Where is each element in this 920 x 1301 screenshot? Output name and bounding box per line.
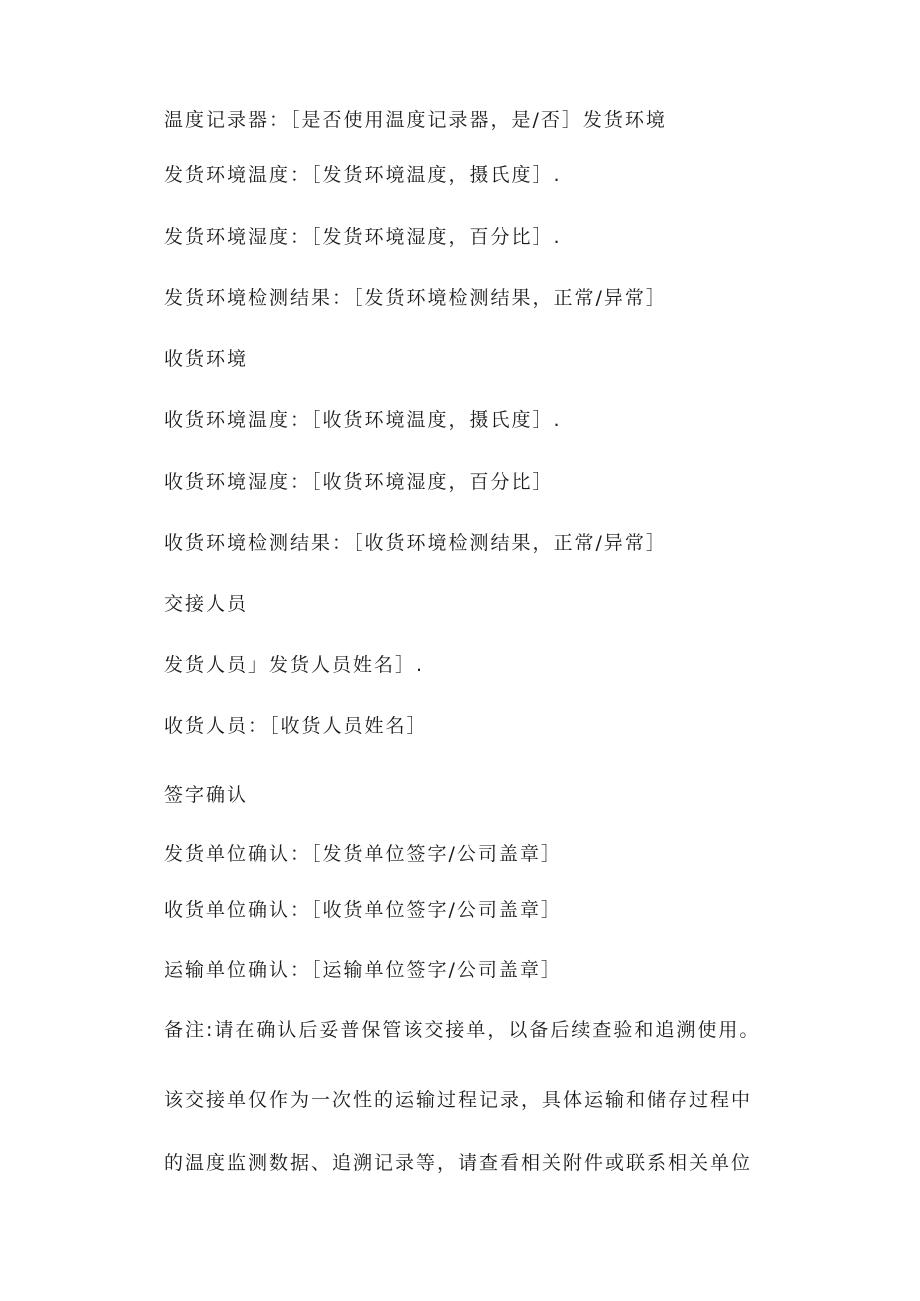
shipping-env-temperature-line: 发货环境温度：［发货环境温度，摄氏度］. [164,164,562,186]
signature-confirmation-heading: 签字确认 [164,784,249,806]
receiving-env-heading: 收货环境 [164,348,249,370]
receiving-env-humidity-line: 收货环境湿度：［收货环境湿度，百分比］ [164,471,554,493]
shipping-unit-confirmation-line: 发货单位确认：［发货单位签字/公司盖章］ [164,843,562,865]
transport-unit-confirmation-line: 运输单位确认：［运输单位签字/公司盖章］ [164,959,562,981]
receiving-env-temperature-line: 收货环境温度：［收货环境温度，摄氏度］. [164,409,562,431]
receiver-name-line: 收货人员：［收货人员姓名］ [164,715,428,737]
shipping-env-test-result-line: 发货环境检测结果：［发货环境检测结果，正常/异常］ [164,287,667,309]
shipper-name-line: 发货人员」发货人员姓名］. [164,654,425,676]
receiving-unit-confirmation-line: 收货单位确认：［收货单位签字/公司盖章］ [164,899,562,921]
paragraph-line-1: 该交接单仅作为一次性的运输过程记录，具体运输和储存过程中 [164,1089,753,1111]
temperature-recorder-line: 温度记录器：［是否使用温度记录器，是/否］发货环境 [164,109,667,131]
receiving-env-test-result-line: 收货环境检测结果：［收货环境检测结果，正常/异常］ [164,532,667,554]
paragraph-line-2: 的温度监测数据、追溯记录等，请查看相关附件或联系相关单位 [164,1152,753,1174]
shipping-env-humidity-line: 发货环境湿度：［发货环境湿度，百分比］. [164,226,562,248]
handover-personnel-heading: 交接人员 [164,593,249,615]
remarks-line: 备注:请在确认后妥普保管该交接单，以备后续查验和追溯使用。 [164,1019,761,1041]
